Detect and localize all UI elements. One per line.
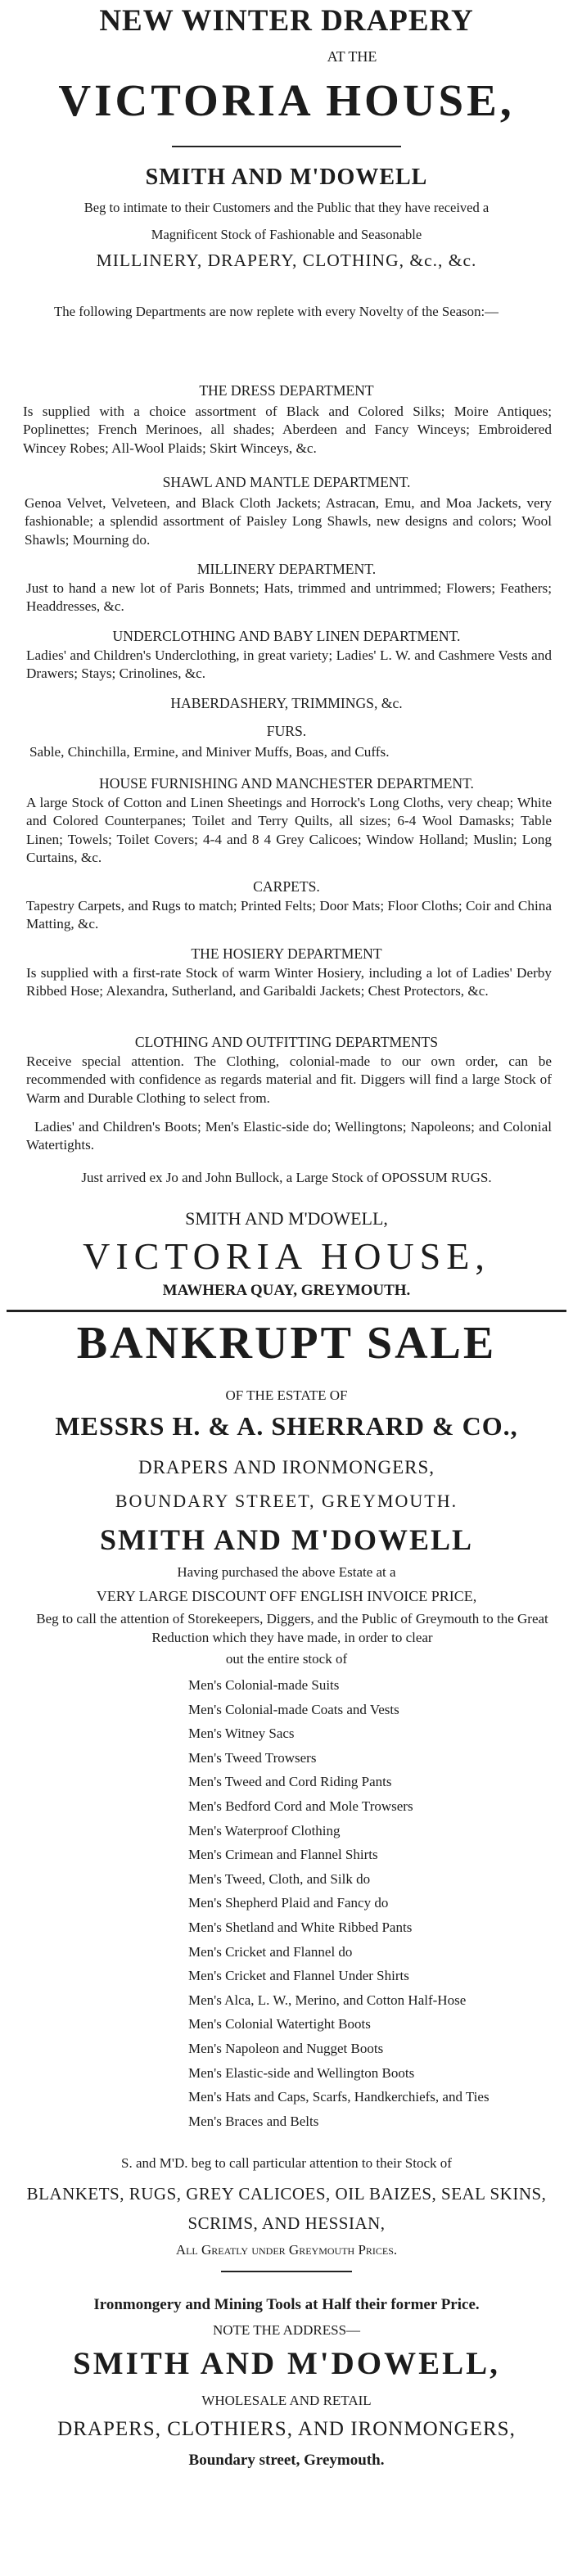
list-item: Men's Shetland and White Ribbed Pants xyxy=(188,1919,413,1935)
dept-title: THE DRESS DEPARTMENT xyxy=(199,382,374,399)
ad1-boots: Ladies' and Children's Boots; Men's Elastic-side do; Wellingtons; Napoleons; and Colonial Watertights. xyxy=(26,1119,552,1153)
ad1-sign-address: MAWHERA QUAY, GREYMOUTH. xyxy=(162,1282,411,1299)
dept-title: FURS. xyxy=(266,723,307,739)
ad2-attention: S. and M'D. beg to call particular attention to their Stock of xyxy=(121,2155,452,2171)
ad2-greatly: All Greatly under Greymouth Prices. xyxy=(175,2242,398,2258)
ad1-sign-firm: SMITH AND M'DOWELL, xyxy=(185,1208,388,1229)
stock-list xyxy=(188,1673,532,2133)
ad2-ironmongery: Ironmongery and Mining Tools at Half their former Price. xyxy=(93,2296,480,2313)
separator-rule xyxy=(7,1310,566,1312)
ad2-discount: VERY LARGE DISCOUNT OFF ENGLISH INVOICE PRICE, xyxy=(96,1588,477,1604)
list-item: Men's Colonial-made Suits xyxy=(188,1677,340,1693)
list-item: Men's Braces and Belts xyxy=(188,2113,319,2129)
dept-title: SHAWL AND MANTLE DEPARTMENT. xyxy=(162,474,411,490)
list-item: Men's Waterproof Clothing xyxy=(188,1822,341,1838)
ad2-footer-firm: SMITH AND M'DOWELL, xyxy=(73,2346,500,2381)
dept-text: Receive special attention. The Clothing, colonial-made to our own order, can be recommended with confidence as regards material and fit. Diggers will find a large Stock of Warm and Durable Clothing to select from. xyxy=(26,1053,552,1106)
list-item: Men's Bedford Cord and Mole Trowsers xyxy=(188,1798,413,1814)
ad1-intro2: Magnificent Stock of Fashionable and Seasonable xyxy=(151,227,422,242)
list-item: Men's Shepherd Plaid and Fancy do xyxy=(188,1895,389,1911)
dept-title: HOUSE FURNISHING AND MANCHESTER DEPARTMENT. xyxy=(99,775,474,792)
list-item: Men's Witney Sacs xyxy=(188,1726,295,1742)
ad2-address: BOUNDARY STREET, GREYMOUTH. xyxy=(115,1491,458,1511)
dept-text: Is supplied with a choice assortment of Black and Colored Silks; Moire Antiques; Poplinettes; French Merinoes, all shades; Aberdeen and Fancy Winceys; Embroidered Wincey Robes; All-Wool Plaids; Skirt Winceys, &c. xyxy=(23,404,552,456)
dept-text: A large Stock of Cotton and Linen Sheetings and Horrock's Long Cloths, very cheap; White and Colored Counterpanes; Toilet and Terry Quilts, all sizes; 6-4 Wool Damasks; Table Linen; Towels; Toilet Covers; 4-4 and 8 4 Grey Calicoes; Window Holland; Muslin; Long Curtains, &c. xyxy=(26,795,552,866)
list-item: Men's Crimean and Flannel Shirts xyxy=(188,1847,378,1863)
ad1-firm: SMITH AND M'DOWELL xyxy=(145,165,428,190)
ad1-headline: NEW WINTER DRAPERY xyxy=(99,4,474,38)
dept-text: Sable, Chinchilla, Ermine, and Miniver Muffs, Boas, and Cuffs. xyxy=(29,744,390,760)
ad1-intro: Beg to intimate to their Customers and the Public that they have received a xyxy=(83,200,490,215)
dept-text: Is supplied with a first-rate Stock of warm Winter Hosiery, including a lot of Ladies' Derby Ribbed Hose; Alexandra, Sutherland, and Garibaldi Jackets; Chest Protectors, &c. xyxy=(26,965,552,999)
list-item: Men's Colonial-made Coats and Vests xyxy=(188,1701,399,1717)
ad2-blankets1: BLANKETS, RUGS, GREY CALICOES, OIL BAIZES, SEAL SKINS, xyxy=(26,2184,547,2204)
list-item: Men's Hats and Caps, Scarfs, Handkerchiefs, and Ties xyxy=(188,2089,490,2105)
list-item: Men's Colonial Watertight Boots xyxy=(188,2016,371,2032)
ad2-firm: SMITH AND M'DOWELL xyxy=(99,1523,474,1556)
dept-text: Genoa Velvet, Velveteen, and Black Cloth Jackets; Astracan, Emu, and Moa Jackets, very fashionable; a splendid assortment of Paisley Long Shawls, new designs and colors; Wool Shawls; Mourning do. xyxy=(25,495,552,548)
ad2-trade: DRAPERS AND IRONMONGERS, xyxy=(138,1457,435,1477)
list-item: Men's Alca, L. W., Merino, and Cotton Half-Hose xyxy=(188,1992,467,2008)
dept-text: Tapestry Carpets, and Rugs to match; Printed Felts; Door Mats; Floor Cloths; Coir and China Matting, &c. xyxy=(26,898,552,932)
ad2-purchased: Having purchased the above Estate at a xyxy=(177,1564,396,1580)
dept-title: HABERDASHERY, TRIMMINGS, &c. xyxy=(170,695,403,711)
list-item: Men's Tweed, Cloth, and Silk do xyxy=(188,1870,371,1887)
ad2-note: NOTE THE ADDRESS— xyxy=(212,2322,361,2338)
list-item: Men's Tweed and Cord Riding Pants xyxy=(188,1774,392,1790)
dept-title: UNDERCLOTHING AND BABY LINEN DEPARTMENT. xyxy=(112,628,461,644)
dept-title: CLOTHING AND OUTFITTING DEPARTMENTS xyxy=(134,1034,439,1050)
dept-title: MILLINERY DEPARTMENT. xyxy=(196,561,377,577)
ad1-sign-house: VICTORIA HOUSE, xyxy=(83,1235,490,1277)
ad2-footer-trade: DRAPERS, CLOTHIERS, AND IRONMONGERS, xyxy=(57,2418,516,2440)
ad2-wholesale: WHOLESALE AND RETAIL xyxy=(201,2393,372,2408)
divider-rule xyxy=(221,2271,352,2272)
list-item: Men's Cricket and Flannel do xyxy=(188,1943,353,1960)
ad1-departments-intro: The following Departments are now replete with every Novelty of the Season:— xyxy=(54,304,499,319)
ad2-headline: BANKRUPT SALE xyxy=(76,1318,497,1369)
ad2-of-estate: OF THE ESTATE OF xyxy=(225,1387,348,1403)
ad2-clear: out the entire stock of xyxy=(225,1651,348,1667)
dept-title: THE HOSIERY DEPARTMENT xyxy=(191,945,382,962)
ad2-blankets2: SCRIMS, AND HESSIAN, xyxy=(187,2213,386,2233)
ad1-at-the: AT THE xyxy=(327,48,377,65)
dept-title: CARPETS. xyxy=(253,878,320,895)
ad1-arrived: Just arrived ex Jo and John Bullock, a Large Stock of OPOSSUM RUGS. xyxy=(81,1170,492,1185)
list-item: Men's Cricket and Flannel Under Shirts xyxy=(188,1968,409,1984)
ad2-beg: Beg to call the attention of Storekeepers, Diggers, and the Public of Greymouth to the Great Reduction which they have made, in order to clear xyxy=(36,1611,548,1645)
list-item: Men's Elastic-side and Wellington Boots xyxy=(188,2064,415,2081)
dept-text: Ladies' and Children's Underclothing, in great variety; Ladies' L. W. and Cashmere Vests and Drawers; Stays; Crinolines, &c. xyxy=(26,647,552,682)
dept-text: Just to hand a new lot of Paris Bonnets; Hats, trimmed and untrimmed; Flowers; Feathers; Headdresses, &c. xyxy=(26,580,552,615)
list-item: Men's Napoleon and Nugget Boots xyxy=(188,2040,384,2056)
divider-rule xyxy=(172,146,401,147)
ad1-categories: MILLINERY, DRAPERY, CLOTHING, &c., &c. xyxy=(96,250,477,270)
ad2-estate-name: MESSRS H. & A. SHERRARD & CO., xyxy=(55,1411,518,1441)
ad1-house-name: VICTORIA HOUSE, xyxy=(58,75,515,125)
ad2-footer-address: Boundary street, Greymouth. xyxy=(188,2452,385,2469)
list-item: Men's Tweed Trowsers xyxy=(188,1749,317,1766)
